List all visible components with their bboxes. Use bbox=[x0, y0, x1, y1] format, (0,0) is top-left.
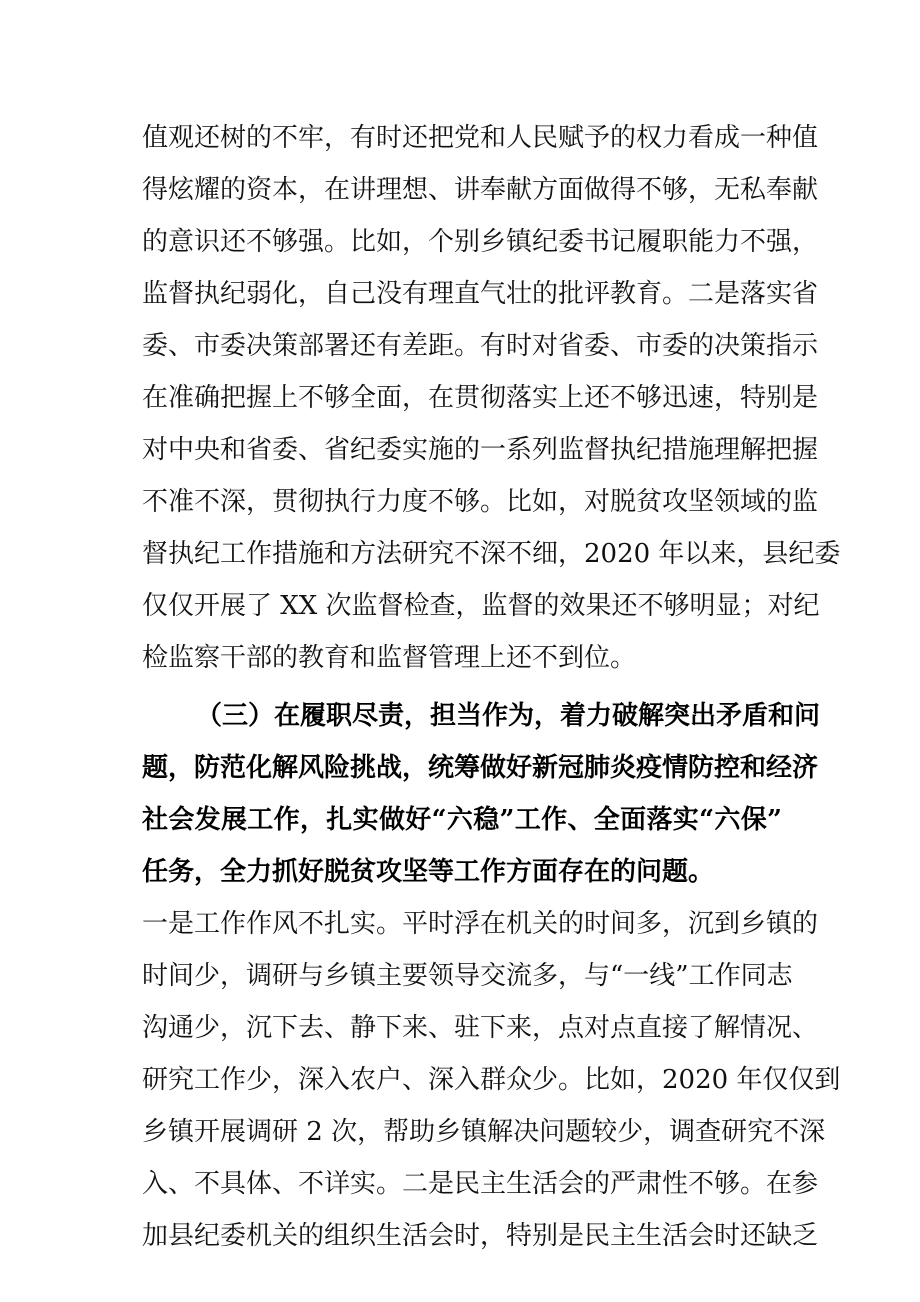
text-line: 检监察干部的教育和监督管理上还不到位。 bbox=[142, 643, 637, 673]
text-line: 沟通少，沉下去、静下来、驻下来，点对点直接了解情况、 bbox=[142, 1013, 819, 1043]
text-line: 委、市委决策部署还有差距。有时对省委、市委的决策指示 bbox=[142, 331, 819, 361]
text-line: 研究工作少，深入农户、深入群众少。比如，2020 年仅仅到 bbox=[142, 1065, 841, 1095]
text-line: 时间少，调研与乡镇主要领导交流多，与“一线”工作同志 bbox=[142, 961, 793, 991]
text-line: 的意识还不够强。比如，个别乡镇纪委书记履职能力不强， bbox=[142, 227, 819, 257]
section-heading-line: （三）在履职尽责，担当作为，着力破解突出矛盾和问 bbox=[196, 701, 821, 731]
text-line: 得炫耀的资本，在讲理想、讲奉献方面做得不够，无私奉献 bbox=[142, 175, 819, 205]
text-line: 不准不深，贯彻执行力度不够。比如，对脱贫攻坚领域的监 bbox=[142, 487, 819, 517]
text-line: 督执纪工作措施和方法研究不深不细，2020 年以来，县纪委 bbox=[142, 539, 841, 569]
text-line: 乡镇开展调研 2 次，帮助乡镇解决问题较少，调查研究不深 bbox=[142, 1117, 826, 1147]
text-line: 加县纪委机关的组织生活会时，特别是民主生活会时还缺乏 bbox=[142, 1221, 819, 1251]
text-line: 值观还树的不牢，有时还把党和人民赋予的权力看成一种值 bbox=[142, 123, 819, 153]
section-heading-line: 社会发展工作，扎实做好“六稳”工作、全面落实“六保” bbox=[142, 805, 782, 835]
section-heading-line: 任务，全力抓好脱贫攻坚等工作方面存在的问题。 bbox=[142, 857, 715, 887]
text-line: 在准确把握上不够全面，在贯彻落实上还不够迅速，特别是 bbox=[142, 383, 819, 413]
section-heading-line: 题，防范化解风险挑战，统筹做好新冠肺炎疫情防控和经济 bbox=[142, 753, 819, 783]
text-line: 监督执纪弱化，自己没有理直气壮的批评教育。二是落实省 bbox=[142, 279, 819, 309]
text-line: 仅仅开展了 XX 次监督检查，监督的效果还不够明显；对纪 bbox=[142, 591, 820, 621]
text-line: 入、不具体、不详实。二是民主生活会的严肃性不够。在参 bbox=[142, 1169, 819, 1199]
text-line: 对中央和省委、省纪委实施的一系列监督执纪措施理解把握 bbox=[142, 435, 819, 465]
text-line: 一是工作作风不扎实。平时浮在机关的时间多，沉到乡镇的 bbox=[142, 909, 819, 939]
